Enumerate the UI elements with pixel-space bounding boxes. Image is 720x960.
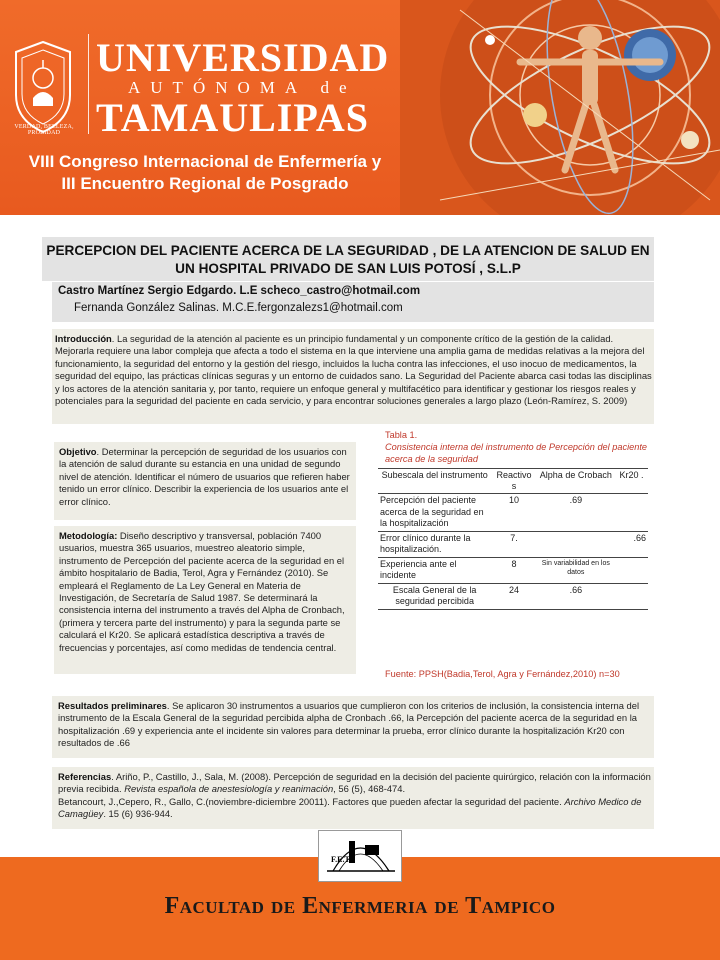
table-cell: .66 <box>537 583 615 609</box>
table-row <box>378 557 648 583</box>
table-cell: Percepción del paciente acerca de la seguridad en la hospitalización <box>378 494 491 532</box>
table-header-cell: Reactivo s <box>491 469 536 494</box>
table-cell: Escala General de la seguridad percibida <box>378 583 491 609</box>
table-row <box>378 531 648 557</box>
table-cell <box>615 494 648 532</box>
results-section <box>52 696 654 758</box>
table-header-cell: Alpha de Crobach <box>537 469 615 494</box>
table-header-cell: Kr20 . <box>615 469 648 494</box>
university-name-line3: TAMAULIPAS <box>96 95 369 140</box>
table-cell: Error clínico durante la hospitalización. <box>378 531 491 557</box>
table-cell: 7. <box>491 531 536 557</box>
introduction-text: Introducción. La seguridad de la atención al paciente es un principio fundamental y un componente crítico de la gestión de la calidad. Mejorarla requiere una labor compleja que afecta a todo el sistema en la que interviene una amplia gama de medidas relativas a la mejora del funcionamiento, la seguridad del entorno y la gestión del riesgo, incluidos la lucha contra las infecciones, el uso inocuo de medicamentos, la seguridad del equipo, las prácticas clínicas seguras y un entorno de cuidados sano. La Seguridad del Paciente abarca casi todas las disciplinas y los actores de la atención sanitaria y, por tanto, requiere un enfoque general y multifacético para identificar y gestionar los riesgos reales y potenciales para la seguridad del paciente en cada servicio, y para encontrar soluciones generales a largo plazo (León-Ramírez, S. 2009) <box>55 333 652 407</box>
congress-title-line2: III Encuentro Regional de Posgrado <box>61 174 349 193</box>
university-name-line1: UNIVERSIDAD <box>96 35 390 80</box>
university-seal-icon <box>10 40 76 135</box>
references-section <box>52 767 654 829</box>
introduction-label: Introducción <box>55 333 112 344</box>
author-primary: Castro Martínez Sergio Edgardo. L.E scheco_castro@hotmail.com <box>58 285 421 297</box>
methodology-label: Metodología: <box>59 530 118 541</box>
congress-title-line1: VIII Congreso Internacional de Enfermería y <box>28 152 382 171</box>
logo-divider <box>88 34 89 134</box>
references-text: Referencias. Ariño, P., Castillo, J., Sala, M. (2008). Percepción de seguridad en la decisión del paciente quirúrgico, relación con la información previa recibida. Revista española de anestesiología y reanimación, 56 (5), 468-474. Betancourt, J.,Cepero, R., Gallo, C.(noviembre-diciembre 20011). Factores que pueden afectar la seguridad del paciente. Archivo Medico de Camagüey. 15 (6) 936-944. <box>58 771 651 820</box>
poster-title: PERCEPCION DEL PACIENTE ACERCA DE LA SEGURIDAD , DE LA ATENCION DE SALUD EN UN HOSPITAL PRIVADO DE SAN LUIS POTOSÍ , S.L.P <box>46 243 650 276</box>
results-text: Resultados preliminares. Se aplicaron 30 instrumentos a usuarios que cumplieron con los criterios de inclusión, la consistencia interna del instrumento de la Escala General de la seguridad percibida alpha de Cronbach .66, la Percepción del paciente acerca de la seguridad en la hospitalización .69 y experiencia ante el incidente sin valores para determinar la prueba, error clínico durante la hospitalización Kr20 con resultados de .66 <box>58 700 640 749</box>
methodology-section <box>54 526 356 674</box>
table-cell: 8 <box>491 557 536 583</box>
header-banner <box>0 0 720 215</box>
table-cell: .69 <box>537 494 615 532</box>
table-cell: 24 <box>491 583 536 609</box>
table-cell <box>615 583 648 609</box>
objective-section <box>54 442 356 520</box>
table-cell <box>537 531 615 557</box>
table-cell: Sin variabilidad en los datos <box>537 557 615 583</box>
faculty-name: Facultad de Enfermeria de Tampico <box>164 893 556 919</box>
results-label: Resultados preliminares <box>58 700 167 711</box>
faculty-logo-text: F.E.T. <box>331 855 352 864</box>
faculty-logo <box>318 830 402 882</box>
authors-box <box>52 282 654 322</box>
seal-motto: VERDAD, BELLEZA, PROBIDAD <box>14 124 74 136</box>
references-label: Referencias <box>58 771 112 782</box>
table-header-row <box>378 469 648 494</box>
table-cell <box>615 557 648 583</box>
introduction-section <box>52 329 654 424</box>
author-secondary: Fernanda González Salinas. M.C.E.fergonzalezs1@hotmail.com <box>74 302 403 314</box>
table-caption: Consistencia interna del instrumento de Percepción del paciente acerca de la seguridad <box>385 442 648 464</box>
poster-title-box <box>42 237 654 281</box>
table-cell: .66 <box>615 531 648 557</box>
table-label: Tabla 1. <box>385 430 418 440</box>
table-source: Fuente: PPSH(Badia,Terol, Agra y Fernández,2010) n=30 <box>385 669 620 679</box>
table-row <box>378 494 648 532</box>
methodology-text: Metodología: Diseño descriptivo y transversal, población 7400 usuarios, muestra 365 usuarios, muestreo aleatorio simple, instrumento de Percepción del paciente acerca de la seguridad en el ámbito hospitalario de Badia, Terol, Agra y Fernández (2010). Se empleará el Reglamento de La Ley General en Materia de Investigación, de Secretaría de Salud 1987. Se determinará la consistencia interna del instrumento a través del Alpha de Cronbach, (primera y tercera parte del instrumento) y para la segunda parte se calculará el Kr20. Se aplicará estadística descriptiva a través de frecuencias y porcentajes, así como medidas de tendencia central. <box>59 530 345 653</box>
table-header-cell: Subescala del instrumento <box>378 469 491 494</box>
vitruvian-art-illustration <box>400 0 720 215</box>
table-row <box>378 583 648 609</box>
consistency-table <box>378 468 648 610</box>
table-cell: 10 <box>491 494 536 532</box>
table-cell: Experiencia ante el incidente <box>378 557 491 583</box>
objective-text: Objetivo. Determinar la percepción de seguridad de los usuarios con la atención de salud durante su estancia en una unidad de segundo nivel de atención. Identificar el número de usuarios que refieren haber tenido un error clínico. Describir la experiencia de los usuarios ante el error clínico. <box>59 446 350 507</box>
university-name-line2: AUTÓNOMA de <box>128 78 357 97</box>
objective-label: Objetivo <box>59 446 97 457</box>
